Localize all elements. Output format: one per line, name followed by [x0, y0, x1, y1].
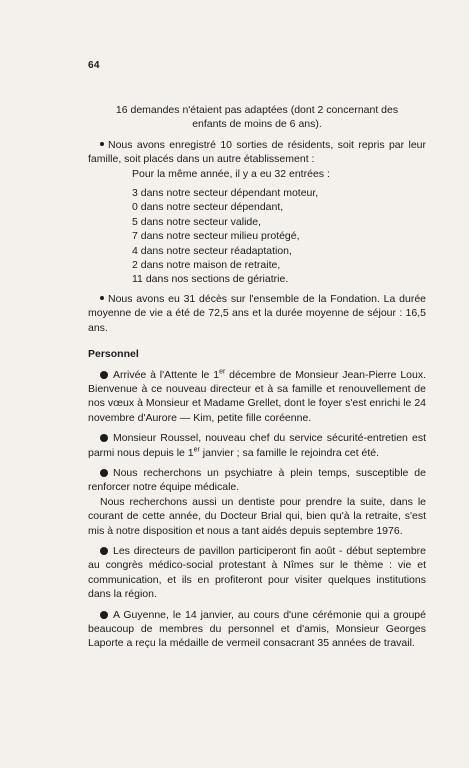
personnel-paragraph-3	[88, 466, 426, 495]
entrees-item: 11 dans nos sections de gériatrie.	[132, 273, 289, 286]
entrees-lead: Pour la même année, il y a eu 32 entrées :	[132, 167, 330, 180]
personnel-paragraph-4	[88, 544, 426, 602]
entrees-item: 3 dans notre secteur dépendant moteur,	[132, 187, 319, 200]
bullet-dot-icon	[100, 142, 104, 146]
sorties-text: Nous avons enregistré 10 sorties de résidents, soit repris par leur famille, soit placés dans un autre établissement :	[88, 138, 426, 166]
p1-superscript: er	[219, 368, 226, 375]
bullet-dot-icon	[100, 296, 104, 300]
p3-text: Nous recherchons un psychiatre à plein temps, susceptible de renforcer notre équipe médicale.	[88, 466, 426, 494]
deces-text: Nous avons eu 31 décès sur l'ensemble de la Fondation. La durée moyenne de vie a été de 72,5 ans et la durée moyenne de séjour : 16,5 ans.	[88, 292, 426, 334]
page-number: 64	[88, 60, 100, 71]
p1-text-b: décembre de Monsieur Jean-Pierre Loux. Bienvenue à ce nouveau directeur et à sa famille et renouvellement de nos vœux à Monsieur et Madame Grellet, dont le foyer s'est enrichi le 24 novembre d'Aurore — Kim, petite fille coréenne.	[88, 368, 427, 424]
personnel-paragraph-5	[88, 608, 426, 651]
bullet-icon	[100, 547, 108, 555]
bullet-icon	[100, 371, 108, 379]
intro-line-2: enfants de moins de 6 ans).	[192, 118, 322, 131]
p4-text: Les directeurs de pavillon participeront fin août - début septembre au congrès médico-social protestant à Nîmes sur le thème : vie et communication, et ils en profiteront pour visiter quelques institutions dans la région.	[88, 544, 426, 601]
entrees-item: 4 dans notre secteur réadaptation,	[132, 244, 292, 257]
personnel-paragraph-2	[88, 431, 426, 460]
p2-text-b: janvier ; sa famille le rejoindra cet été.	[199, 446, 380, 459]
entrees-item: 0 dans notre secteur dépendant,	[132, 201, 284, 214]
entrees-item: 5 dans notre secteur valide,	[132, 215, 261, 228]
p2-superscript: er	[193, 446, 200, 454]
p2-text-a: Monsieur Roussel, nouveau chef du service sécurité-entretien est parmi nous depuis le 1	[88, 432, 426, 459]
section-heading-personnel: Personnel	[88, 348, 139, 361]
entrees-list	[132, 186, 426, 287]
p1-text-a: Arrivée à l'Attente le 1	[113, 368, 220, 381]
intro-line-1: 16 demandes n'étaient pas adaptées (dont 2 concernant des	[115, 104, 399, 116]
bullet-icon	[100, 611, 108, 619]
entrees-item: 7 dans notre secteur milieu protégé,	[132, 230, 300, 243]
deces-paragraph	[88, 292, 426, 335]
entrees-item: 2 dans notre maison de retraite,	[132, 259, 281, 272]
page-body	[88, 103, 426, 651]
bullet-icon	[100, 434, 108, 442]
p5-text: A Guyenne, le 14 janvier, au cours d'une cérémonie qui a groupé beaucoup de membres du personnel et d'amis, Monsieur Georges Laporte a reçu la médaille de vermeil consacrant 35 années de travail.	[88, 608, 426, 650]
personnel-paragraph-1	[88, 368, 426, 426]
sorties-paragraph	[88, 138, 426, 167]
bullet-icon	[100, 469, 108, 477]
personnel-paragraph-3-cont: Nous recherchons aussi un dentiste pour prendre la suite, dans le courant de cette année, du Docteur Brial qui, bien qu'à la retraite, s'est mis à notre disposition et nous a tant aidés depuis septembre 1976.	[88, 495, 426, 537]
